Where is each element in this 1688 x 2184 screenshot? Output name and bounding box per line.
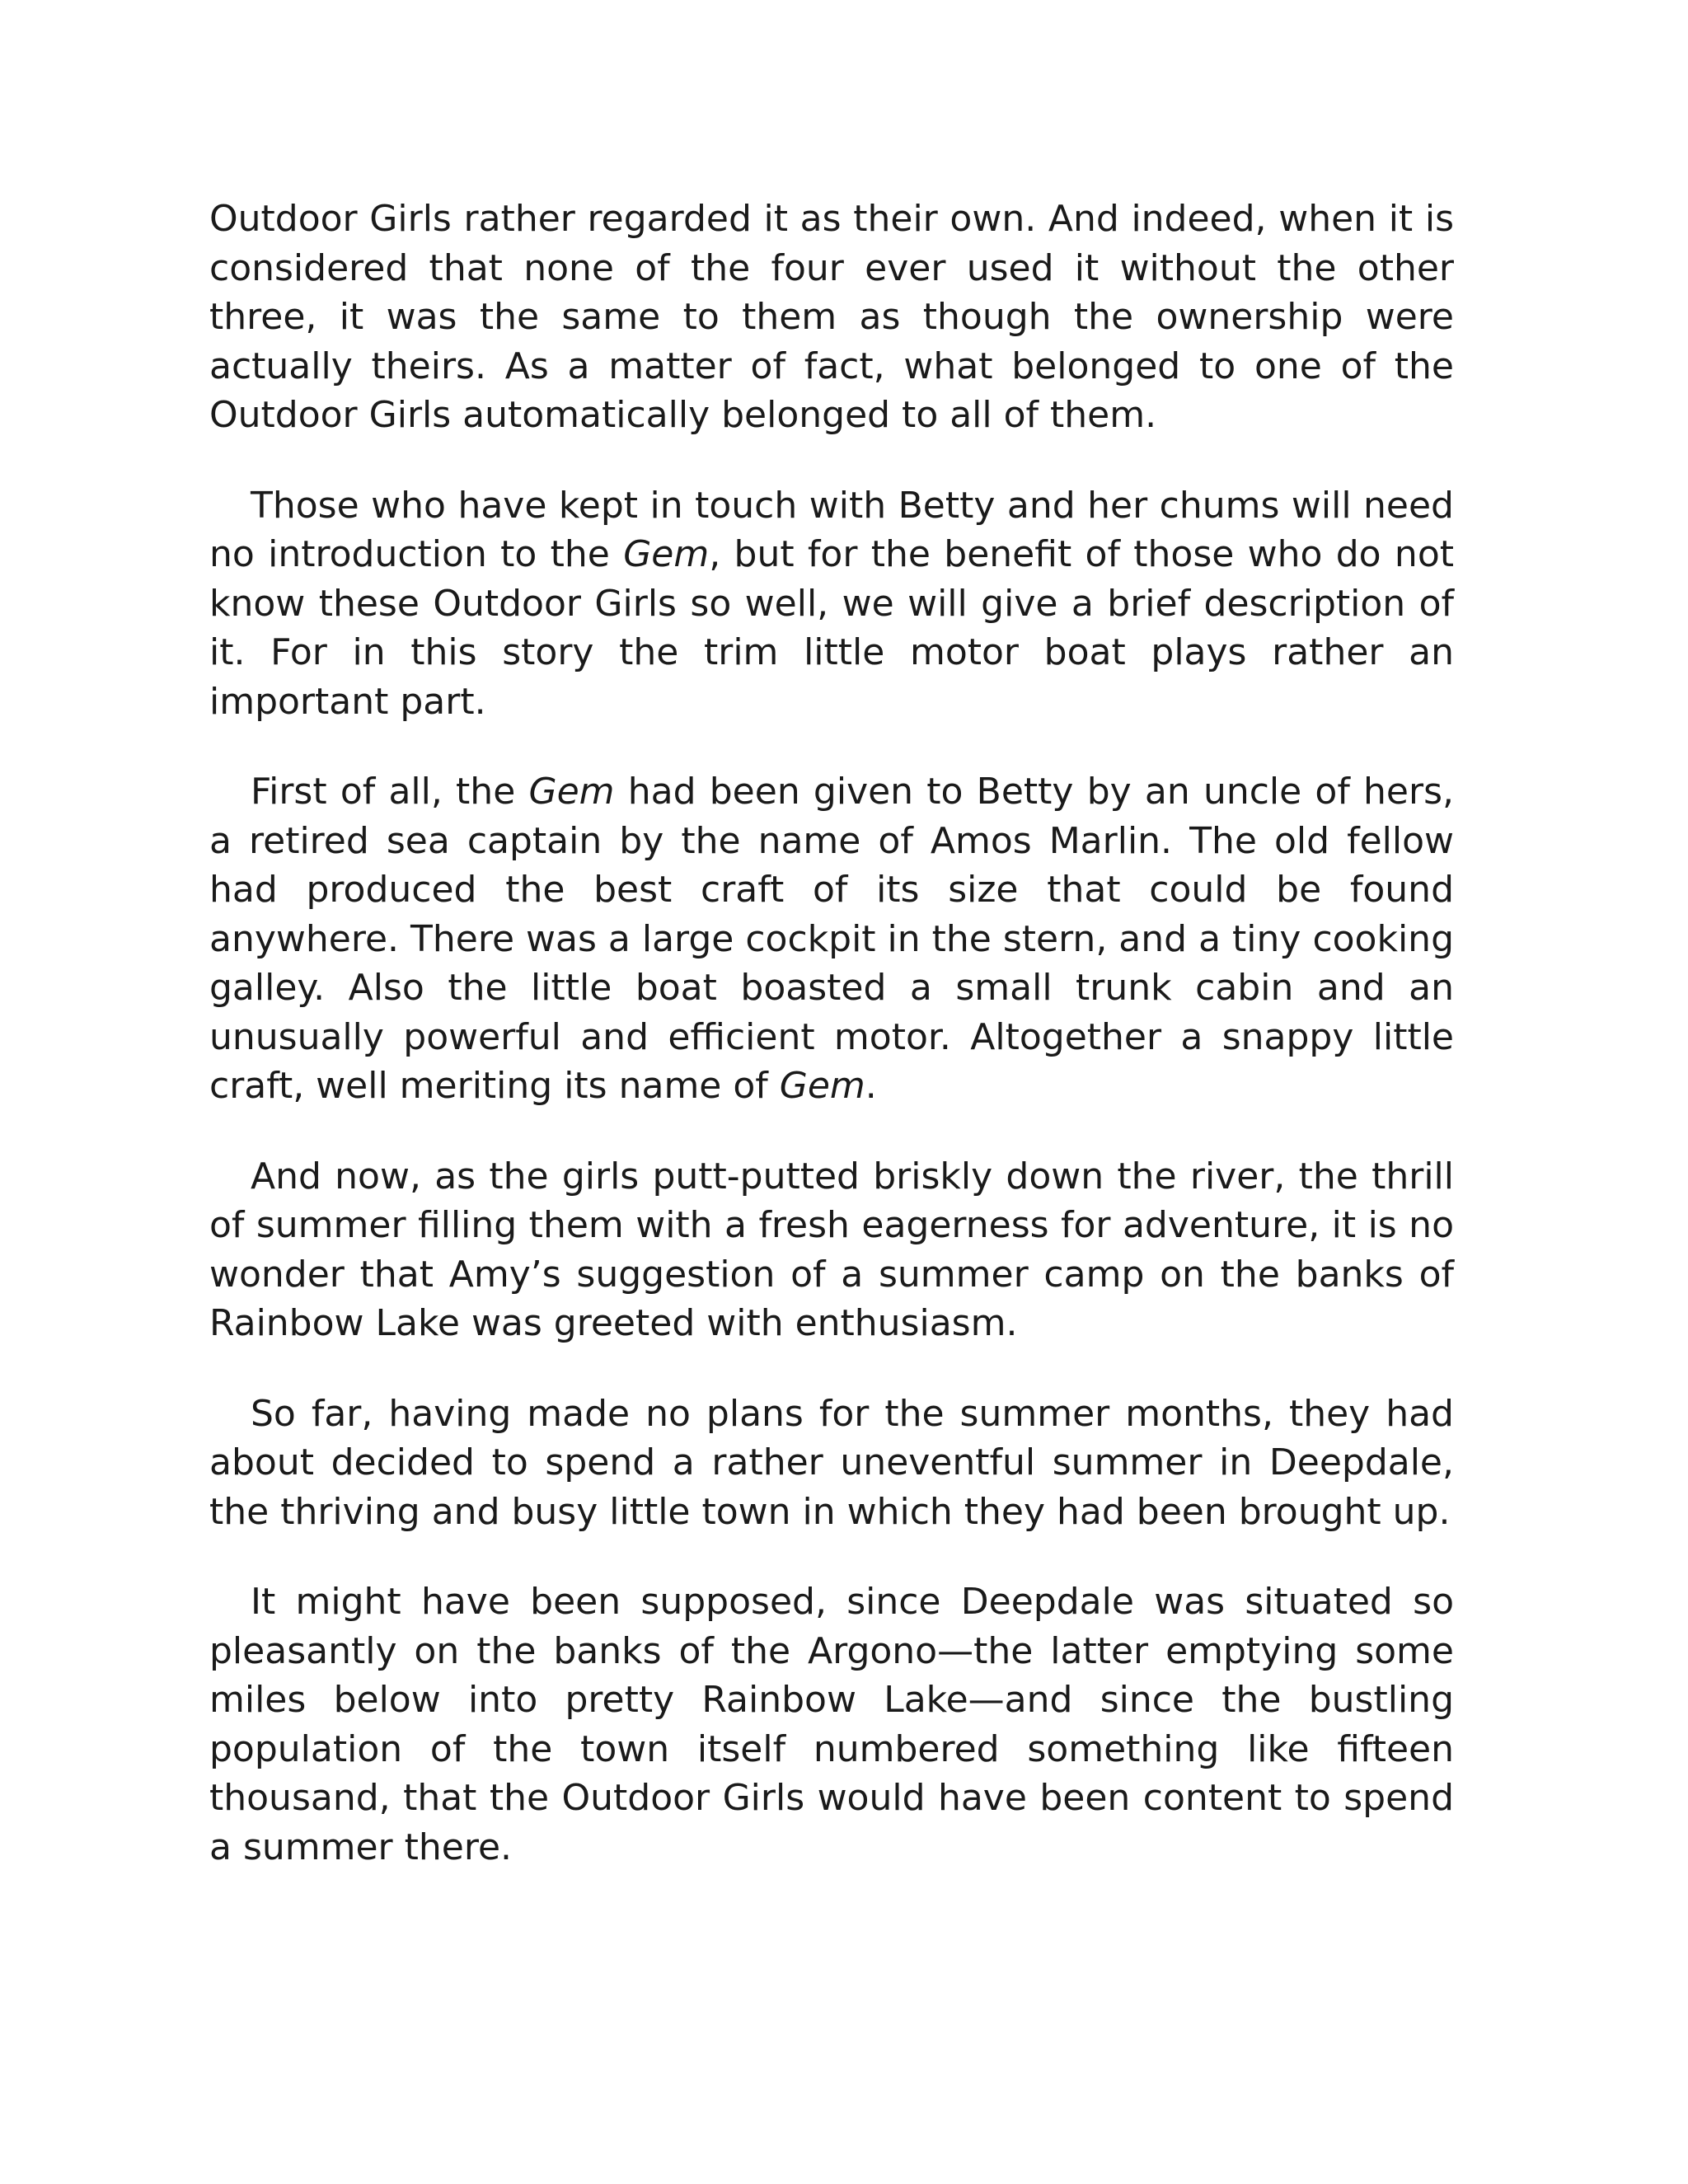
paragraph-6-text: It might have been supposed, since Deepdale was situated so pleasantly on the banks of the Argono—the latter emptying some miles below into pretty Rainbow Lake—and since the bustling population of the town itself numbered something like fifteen thousand, that the Outdoor Girls would have been content to spend a summer there. (209, 1581, 1454, 1868)
page-body (209, 194, 1454, 1913)
paragraph-4 (209, 1152, 1454, 1348)
boat-name-gem: Gem (528, 771, 615, 813)
paragraph-1-text: Outdoor Girls rather regarded it as their own. And indeed, when it is considered that none of the four ever used it without the other three, it was the same to them as though the ownership were actually theirs. As a matter of fact, what belonged to one of the Outdoor Girls automatically belonged to all of them. (209, 198, 1454, 436)
paragraph-2-text-b: , but for the benefit of those who do not know these Outdoor Girls so well, we will give a brief description of it. For in this story the trim little motor boat plays rather an important part. (209, 533, 1454, 723)
boat-name-gem: Gem (623, 533, 710, 575)
paragraph-4-text: And now, as the girls putt-putted briskly down the river, the thrill of summer filling them with a fresh eagerness for adventure, it is no wonder that Amy’s suggestion of a summer camp on the banks of Rainbow Lake was greeted with enthusiasm. (209, 1155, 1454, 1344)
paragraph-3 (209, 767, 1454, 1111)
paragraph-6 (209, 1577, 1454, 1872)
paragraph-5-text: So far, having made no plans for the summer months, they had about decided to spend a rather uneventful summer in Deepdale, the thriving and busy little town in which they had been brought up. (209, 1392, 1454, 1533)
boat-name-gem: Gem (779, 1065, 865, 1107)
paragraph-1 (209, 194, 1454, 440)
paragraph-2 (209, 481, 1454, 727)
paragraph-5 (209, 1390, 1454, 1537)
paragraph-3-text-a: First of all, the (251, 771, 529, 813)
paragraph-3-text-b: had been given to Betty by an uncle of hers, a retired sea captain by the name of Amos Marlin. The old fellow had produced the best craft of its size that could be found anywhere. There was a large cockpit in the stern, and a tiny cooking galley. Also the little boat boasted a small trunk cabin and an unusually powerful and efficient motor. Altogether a snappy little craft, well meriting its name of (209, 771, 1455, 1107)
paragraph-2-text-a: Those who have kept in touch with Betty and her chums will need no introduction to the (209, 484, 1454, 575)
paragraph-3-text-c: . (865, 1065, 877, 1107)
